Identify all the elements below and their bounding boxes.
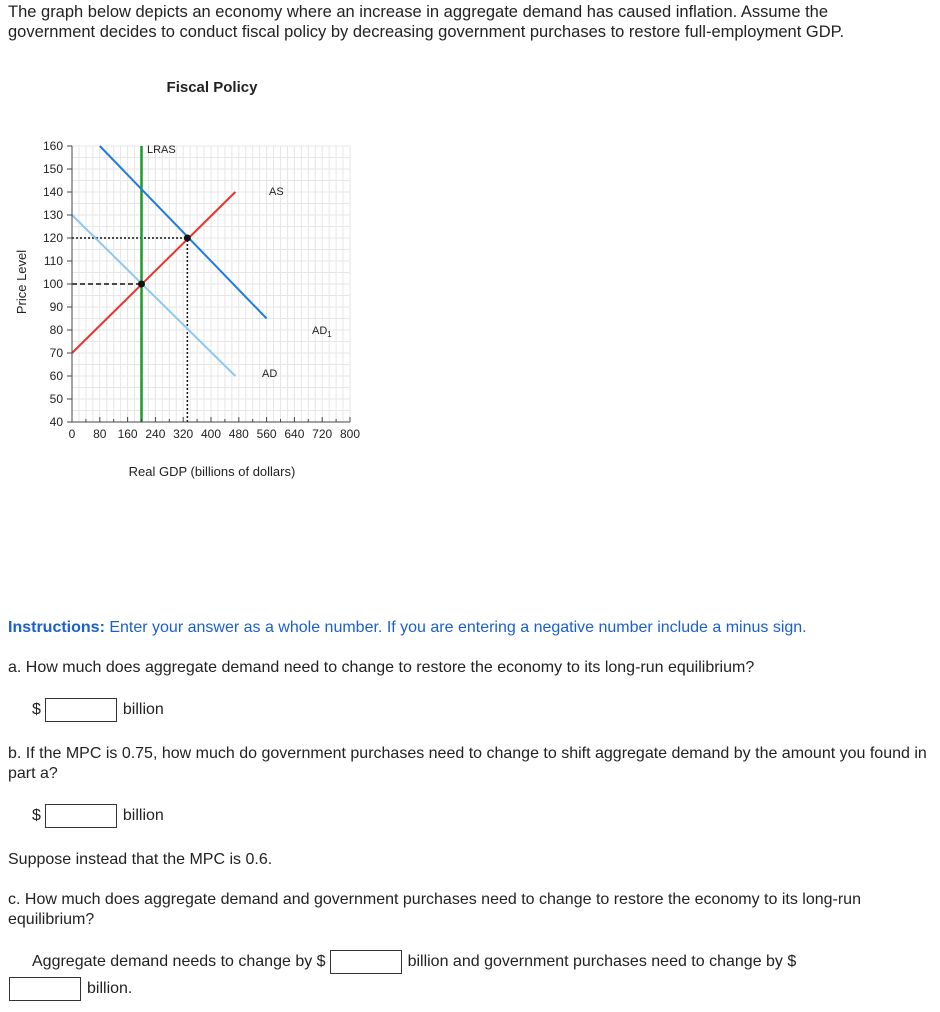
answer-row-a: [32, 698, 164, 722]
y-tick-label: 100: [42, 277, 63, 291]
x-tick-label: 480: [228, 427, 249, 441]
y-tick-label: 70: [49, 346, 63, 360]
intro-line-1: The graph below depicts an economy where an increase in aggregate demand has caused inflation. Assume the: [8, 3, 829, 21]
answer-c-part3: billion.: [87, 980, 133, 997]
y-tick-label: 80: [49, 323, 63, 337]
chart-tick-labels: [43, 139, 360, 441]
question-a: a. How much does aggregate demand need to change to restore the economy to its long-run equilibrium?: [8, 659, 755, 676]
lras-label: LRAS: [147, 144, 176, 156]
x-tick-label: 240: [145, 427, 166, 441]
ad1-label-main: AD: [312, 325, 328, 337]
x-tick-label: 640: [284, 427, 305, 441]
x-tick-label: 0: [68, 427, 76, 441]
unit-a: billion: [122, 701, 164, 718]
y-tick-label: 60: [49, 369, 63, 383]
answer-row-b: [32, 804, 164, 828]
equilibrium-point: [138, 281, 145, 288]
x-tick-label: 400: [200, 427, 222, 441]
chart-y-axis-label: Price Level: [14, 249, 29, 315]
x-tick-label: 800: [339, 427, 361, 441]
y-tick-label: 90: [49, 300, 63, 314]
instructions-text: Enter your answer as a whole number. If you are entering a negative number include a minus sign.: [104, 619, 807, 636]
answer-c-part1: Aggregate demand needs to change by $: [32, 953, 326, 970]
instructions-bold: Instructions:: [8, 619, 105, 636]
x-tick-label: 560: [256, 427, 277, 441]
instructions: [8, 619, 807, 637]
intro-line-2: government decides to conduct fiscal policy by decreasing government purchases to restore full-employment GDP.: [8, 23, 845, 41]
y-tick-label: 120: [42, 231, 63, 245]
x-tick-label: 720: [312, 427, 333, 441]
intro-text: [8, 2, 928, 42]
answer-b-input[interactable]: [45, 804, 117, 828]
chart-x-axis-label: Real GDP (billions of dollars): [128, 464, 296, 479]
question-b: b. If the MPC is 0.75, how much do government purchases need to change to shift aggregate demand by the amount you found in part a?: [8, 745, 927, 782]
x-tick-label: 80: [93, 427, 107, 441]
y-tick-label: 50: [49, 392, 63, 406]
question-c: c. How much does aggregate demand and government purchases need to change to restore the economy to its long-run equilibrium?: [8, 891, 861, 928]
dollar-sign-a: $: [32, 701, 41, 718]
answer-row-c2: [9, 977, 132, 1001]
unit-b: billion: [122, 807, 164, 824]
ad1-label-sub: 1: [327, 330, 332, 339]
answer-c-aggregate-demand-input[interactable]: [330, 950, 402, 974]
answer-c-government-purchases-input[interactable]: [9, 977, 81, 1001]
ad-label: AD: [262, 368, 278, 380]
fiscal-policy-chart: [0, 70, 400, 490]
chart-title: Fiscal Policy: [166, 79, 258, 96]
suppose-text: Suppose instead that the MPC is 0.6.: [8, 851, 273, 868]
x-tick-label: 160: [117, 427, 138, 441]
y-tick-label: 150: [42, 162, 63, 176]
answer-row-c1: [32, 950, 796, 974]
y-tick-label: 160: [42, 139, 63, 153]
as-label: AS: [269, 186, 284, 198]
answer-c-part2: billion and government purchases need to change by $: [407, 953, 797, 970]
dollar-sign-b: $: [32, 807, 41, 824]
x-tick-label: 320: [173, 427, 194, 441]
answer-a-input[interactable]: [45, 698, 117, 722]
y-tick-label: 130: [42, 208, 63, 222]
equilibrium-point: [184, 235, 191, 242]
y-tick-label: 40: [49, 415, 63, 429]
y-tick-label: 110: [43, 254, 63, 268]
y-tick-label: 140: [42, 185, 63, 199]
